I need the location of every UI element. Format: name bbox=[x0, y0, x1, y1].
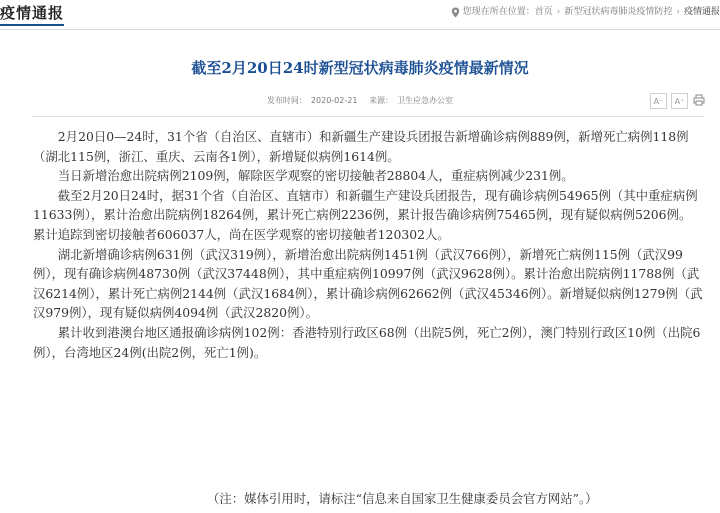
meta-divider bbox=[32, 116, 704, 117]
article-body bbox=[33, 127, 703, 362]
breadcrumb-current[interactable]: 疫情通报 bbox=[683, 7, 720, 17]
source-value: 卫生应急办公室 bbox=[397, 96, 454, 105]
section-title: 疫情通报 bbox=[0, 4, 64, 26]
font-larger-button[interactable]: A⁺ bbox=[671, 93, 688, 109]
article-title: 截至2月20日24时新型冠状病毒肺炎疫情最新情况 bbox=[191, 59, 529, 77]
paragraph-daily-new: 2月20日0—24时，31个省（自治区、直辖市）和新疆生产建设兵团报告新增确诊病例889例，新增死亡病例118例（湖北115例，浙江、重庆、云南各1例），新增疑似病例1614例。 bbox=[33, 129, 689, 164]
breadcrumb-separator: › bbox=[556, 7, 561, 17]
breadcrumb-epidemic-control[interactable]: 新型冠状病毒肺炎疫情防控 bbox=[564, 7, 673, 17]
header-divider bbox=[0, 29, 720, 30]
print-icon bbox=[693, 94, 705, 106]
source-label: 来源： bbox=[369, 96, 394, 105]
paragraph-daily-recovered: 当日新增治愈出院病例2109例，解除医学观察的密切接触者28804人，重症病例减少231例。 bbox=[57, 168, 574, 184]
publish-label: 发布时间： bbox=[266, 96, 307, 105]
article-tools bbox=[650, 93, 706, 109]
paragraph-hk-macao-taiwan: 累计收到港澳台地区通报确诊病例102例：香港特别行政区68例（出院5例，死亡2例），澳门特别行政区10例（出院6例），台湾地区24例(出院2例，死亡1例)。 bbox=[33, 324, 701, 360]
print-button[interactable] bbox=[692, 93, 706, 107]
publish-date: 2020-02-21 bbox=[310, 96, 358, 105]
breadcrumb-prefix: 您现在所在位置： bbox=[462, 7, 535, 17]
top-bar bbox=[0, 0, 720, 30]
citation-note: （注：媒体引用时，请标注“信息来自国家卫生健康委员会官方网站”。） bbox=[207, 491, 598, 506]
font-smaller-button[interactable]: A⁻ bbox=[650, 93, 667, 109]
breadcrumb-separator: › bbox=[676, 7, 680, 17]
article-meta bbox=[0, 95, 720, 106]
breadcrumb-home[interactable]: 首页 bbox=[534, 7, 553, 17]
breadcrumb bbox=[451, 6, 720, 18]
paragraph-cumulative: 截至2月20日24时，据31个省（自治区、直辖市）和新疆生产建设兵团报告，现有确诊病例54965例（其中重症病例11633例），累计治愈出院病例18264例，累计死亡病例2236例，累计报告确诊病例75465例，现有疑似病例5206例。累计追踪到密切接触者606037人，尚在医学观察的密切接触者120302人。 bbox=[33, 187, 698, 242]
paragraph-hubei: 湖北新增确诊病例631例（武汉319例），新增治愈出院病例1451例（武汉766例），新增死亡病例115例（武汉99例），现有确诊病例48730例（武汉37448例），其中重症病例10997例（武汉9628例）。累计治愈出院病例11788例（武汉6214例），累计死亡病例2144例（武汉1684例），累计确诊病例62662例（武汉45346例）。新增疑似病例1279例（武汉979例），现有疑似病例4094例（武汉2820例）。 bbox=[33, 246, 703, 321]
location-pin-icon bbox=[451, 7, 460, 18]
